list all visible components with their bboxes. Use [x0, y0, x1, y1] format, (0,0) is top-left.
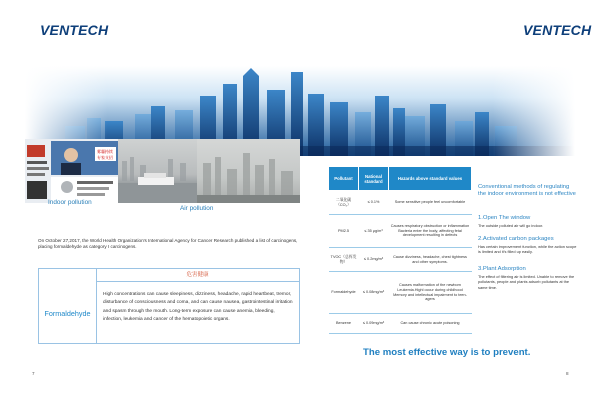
headline-cn-1: 雾霾持续 — [97, 149, 113, 154]
logo-right-text: VENTECH — [523, 22, 592, 38]
table-row — [329, 314, 472, 334]
table-row — [329, 215, 472, 248]
method-open-window — [478, 215, 578, 228]
pollutant-cell: TVOC（总挥发物） — [329, 248, 359, 272]
ventech-logo-right — [523, 22, 591, 38]
hazard-cell: Can cause chronic acute poisoning — [389, 314, 472, 334]
standard-cell: ≤ 0.1% — [359, 191, 389, 215]
standard-cell: ≤ 0.2mg/m³ — [359, 248, 389, 272]
air-pollution-city-photo — [197, 139, 300, 203]
who-paragraph: On October 27,2017, the World Health Organization's International Agency for Cancer Research published a list of carcinogens, placing formaldehyde as category I carcinogens. — [38, 238, 298, 250]
indoor-pollution-caption: Indoor pollution — [48, 199, 92, 206]
smog-city-image — [197, 139, 300, 203]
method-activated-carbon — [478, 236, 578, 255]
hazard-cell: Causes respiratory obstruction or inflammation Bacteria enter the body, affecting fetal development resulting in defects — [389, 215, 472, 248]
headline-cn-2: 专家支招 — [97, 155, 113, 160]
indoor-pollution-photo — [25, 139, 118, 203]
method-plant-adsorption — [478, 266, 578, 290]
method-description: Has certain improvement function, while the action scope is limited and it's filled up easily. — [478, 243, 577, 255]
air-pollution-river-photo — [118, 139, 197, 203]
hazard-cell: Cause dizziness, headache, chest tightness and other symptoms. — [389, 248, 472, 272]
pollutant-cell: Formaldehyde — [329, 272, 359, 314]
method-description: The effect of filtering air is limited. Unable to remove the pollutants, people and plants adsorb pollutants at the same time. — [478, 273, 575, 290]
page-number-right: 8 — [566, 371, 569, 376]
page-number-left: 7 — [32, 371, 35, 376]
table-row — [329, 248, 472, 272]
formaldehyde-description: High concentrations can cause sleepiness, dizziness, headache, rapid heartbeat, tremor, disturbance of consciousness and coma, and can cause nausea, gastrointestinal irritation and spasm through the mouth. Long-term exposure can cause anemia, bleeding, infection, leukemia and cancer of the hematopoietic organs. — [103, 292, 293, 322]
air-pollution-caption: Air pollution — [180, 205, 214, 212]
news-broadcast-image — [25, 139, 118, 203]
pollutant-cell: PM2.5 — [329, 215, 359, 248]
col-header-standard: National standard — [359, 167, 389, 191]
ventech-logo-left — [40, 22, 108, 38]
standard-cell: ≤ 0.08mg/m³ — [359, 272, 389, 314]
pollutant-standards-table — [328, 166, 472, 334]
pollutant-cell: 二氧化碳（CO₂） — [329, 191, 359, 215]
formaldehyde-label: Formaldehyde — [44, 308, 91, 318]
formaldehyde-hazard-table — [38, 268, 300, 344]
method-description: The outside polluted air will go indoor. — [478, 222, 544, 228]
method-title: 1.Open The window — [478, 215, 531, 221]
table-header-row — [329, 167, 472, 191]
prevention-slogan: The most effective way is to prevent. — [363, 347, 531, 358]
standard-cell: ≤ 0.09mg/m³ — [359, 314, 389, 334]
col-header-pollutant: Pollutant — [329, 167, 359, 191]
hazard-cell: Some sensitive people feel uncomfortable — [389, 191, 472, 215]
table-row — [329, 272, 472, 314]
method-title: 3.Plant Adsorption — [478, 266, 526, 272]
hazard-header: 危害健康 — [96, 269, 299, 282]
logo-left-text: VENTECH — [40, 22, 109, 38]
smog-river-image — [118, 139, 197, 203]
pollutant-cell: Benzene — [329, 314, 359, 334]
col-header-hazard: Hazards above standard values — [389, 167, 472, 191]
table-row — [329, 191, 472, 215]
method-title: 2.Activated carbon packages — [478, 236, 554, 242]
hazard-cell: Causes malformation of the newborn Leukemia.Highl occur during childhood Memory and intellectual impairment to teen-agers — [389, 272, 472, 314]
conventional-methods-title: Conventional methods of regulating the indoor environment is not effective — [478, 184, 576, 197]
standard-cell: ≤ 35 μg/m³ — [359, 215, 389, 248]
